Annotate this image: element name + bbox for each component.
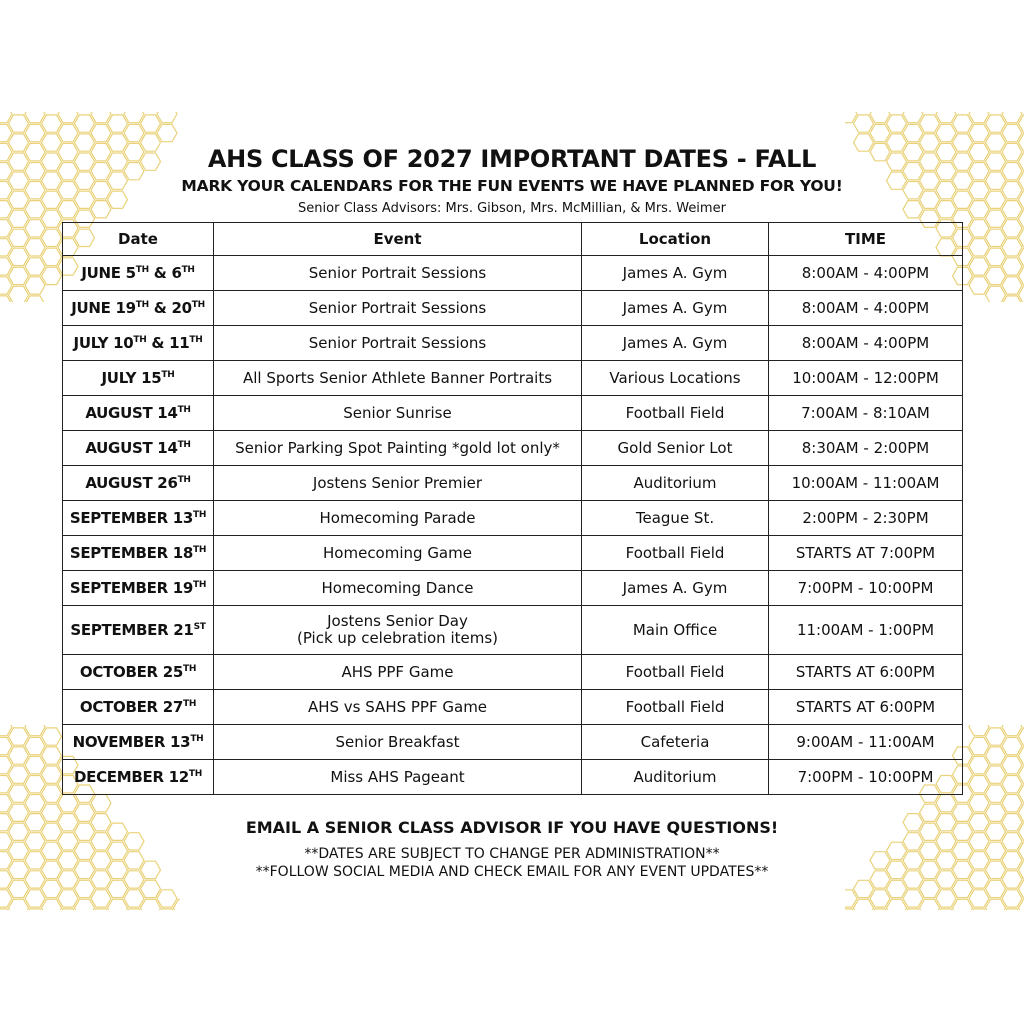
time-cell: STARTS AT 6:00PM xyxy=(769,690,963,725)
date-ordinal-suffix: TH xyxy=(161,369,175,380)
honeycomb-cell xyxy=(42,899,62,910)
honeycomb-cell xyxy=(969,737,989,754)
honeycomb-cell xyxy=(969,239,989,256)
location-cell: Various Locations xyxy=(582,361,769,396)
event-cell xyxy=(214,655,582,690)
honeycomb-cell xyxy=(25,124,45,141)
honeycomb-cell xyxy=(25,258,45,275)
date-text: AUGUST 14 xyxy=(85,438,178,457)
column-header-event: Event xyxy=(214,223,582,256)
honeycomb-cell xyxy=(854,115,874,132)
date-text: JUNE 19 xyxy=(71,298,136,317)
table-body xyxy=(63,256,963,795)
time-cell: 9:00AM - 11:00AM xyxy=(769,725,963,760)
table-row xyxy=(63,571,963,606)
date-text: & 20 xyxy=(148,298,192,317)
time-cell: 8:00AM - 4:00PM xyxy=(769,291,963,326)
honeycomb-cell xyxy=(174,899,181,910)
date-text: & 6 xyxy=(148,263,182,282)
honeycomb-cell xyxy=(920,115,940,132)
honeycomb-cell xyxy=(157,890,177,907)
honeycomb-cell xyxy=(42,747,62,764)
honeycomb-cell xyxy=(1002,112,1022,123)
honeycomb-cell xyxy=(25,112,45,123)
table-header-row xyxy=(63,223,963,256)
honeycomb-cell xyxy=(887,899,907,910)
date-text: SEPTEMBER 18 xyxy=(69,543,194,562)
date-ordinal-suffix: TH xyxy=(177,474,191,485)
event-cell xyxy=(214,291,582,326)
table-row xyxy=(63,760,963,795)
event-text: Senior Parking Spot Painting *gold lot only* xyxy=(235,438,560,457)
event-cell xyxy=(214,361,582,396)
honeycomb-cell xyxy=(1002,725,1022,736)
honeycomb-cell xyxy=(920,880,940,897)
date-text: SEPTEMBER 21 xyxy=(70,620,194,639)
honeycomb-cell xyxy=(953,899,973,910)
honeycomb-cell xyxy=(1002,776,1022,793)
date-text: OCTOBER 25 xyxy=(79,662,183,681)
date-ordinal-suffix: TH xyxy=(193,544,207,555)
honeycomb-cell xyxy=(870,890,890,907)
event-text: Senior Breakfast xyxy=(335,732,460,751)
date-ordinal-suffix: TH xyxy=(193,579,207,590)
date-ordinal-suffix: TH xyxy=(133,334,147,345)
event-text: Senior Sunrise xyxy=(343,403,452,422)
date-cell xyxy=(63,536,214,571)
date-cell xyxy=(63,326,214,361)
event-text: AHS vs SAHS PPF Game xyxy=(307,697,488,716)
event-text: Homecoming Parade xyxy=(319,508,476,527)
honeycomb-cell xyxy=(9,267,29,284)
location-cell: Auditorium xyxy=(582,760,769,795)
honeycomb-cell xyxy=(969,890,989,907)
date-ordinal-suffix: TH xyxy=(181,264,195,275)
honeycomb-cell xyxy=(9,728,29,745)
honeycomb-cell xyxy=(953,115,973,132)
time-cell: STARTS AT 6:00PM xyxy=(769,655,963,690)
location-cell: Cafeteria xyxy=(582,725,769,760)
honeycomb-cell xyxy=(887,115,907,132)
event-text: Senior Portrait Sessions xyxy=(308,298,487,317)
table-row xyxy=(63,431,963,466)
honeycomb-cell xyxy=(141,880,161,897)
location-cell: James A. Gym xyxy=(582,326,769,361)
location-cell: Main Office xyxy=(582,606,769,655)
honeycomb-cell xyxy=(75,880,95,897)
updates-note: **FOLLOW SOCIAL MEDIA AND CHECK EMAIL FOR ANY EVENT UPDATES** xyxy=(255,864,769,880)
honeycomb-cell xyxy=(141,899,161,910)
table-row xyxy=(63,361,963,396)
date-cell xyxy=(63,655,214,690)
date-cell xyxy=(63,466,214,501)
honeycomb-cell xyxy=(91,124,111,141)
honeycomb-cell xyxy=(854,880,874,897)
time-cell: 8:00AM - 4:00PM xyxy=(769,326,963,361)
event-cell xyxy=(214,606,582,655)
location-cell: Football Field xyxy=(582,536,769,571)
event-text: Senior Portrait Sessions xyxy=(308,333,487,352)
honeycomb-cell xyxy=(969,725,989,736)
honeycomb-cell xyxy=(969,795,989,812)
table-row xyxy=(63,256,963,291)
date-text: NOVEMBER 13 xyxy=(72,732,191,751)
honeycomb-cell xyxy=(1002,737,1022,754)
honeycomb-cell xyxy=(986,785,1006,802)
date-cell xyxy=(63,760,214,795)
honeycomb-cell xyxy=(887,880,907,897)
honeycomb-cell xyxy=(25,725,45,736)
honeycomb-cell xyxy=(9,785,29,802)
event-text: AHS PPF Game xyxy=(341,662,454,681)
honeycomb-cell xyxy=(986,899,1006,910)
honeycomb-cell xyxy=(1002,890,1022,907)
honeycomb-cell xyxy=(58,890,78,907)
honeycomb-cell xyxy=(25,795,45,812)
honeycomb-cell xyxy=(42,267,62,284)
honeycomb-cell xyxy=(58,124,78,141)
time-cell: STARTS AT 7:00PM xyxy=(769,536,963,571)
honeycomb-cell xyxy=(969,112,989,123)
honeycomb-cell xyxy=(108,115,128,132)
honeycomb-cell xyxy=(986,286,1006,302)
date-cell xyxy=(63,501,214,536)
honeycomb-cell xyxy=(969,277,989,294)
honeycomb-cell xyxy=(141,115,161,132)
table-row xyxy=(63,466,963,501)
honeycomb-cell xyxy=(9,286,29,302)
honeycomb-cell xyxy=(58,795,78,812)
honeycomb-cell xyxy=(75,899,95,910)
time-cell: 8:30AM - 2:00PM xyxy=(769,431,963,466)
honeycomb-cell xyxy=(1002,239,1022,256)
honeycomb-cell xyxy=(42,785,62,802)
honeycomb-cell xyxy=(903,112,923,123)
honeycomb-cell xyxy=(1002,220,1022,237)
event-text: Jostens Senior Premier xyxy=(312,473,483,492)
date-text: AUGUST 26 xyxy=(85,473,178,492)
honeycomb-cell xyxy=(903,890,923,907)
location-cell: Teague St. xyxy=(582,501,769,536)
honeycomb-cell xyxy=(1002,795,1022,812)
honeycomb-cell xyxy=(75,115,95,132)
advisors-line: Senior Class Advisors: Mrs. Gibson, Mrs. McMillian, & Mrs. Weimer xyxy=(298,201,726,216)
honeycomb-cell xyxy=(58,112,78,123)
honeycomb-cell xyxy=(91,112,111,123)
date-ordinal-suffix: TH xyxy=(191,299,205,310)
event-cell xyxy=(214,431,582,466)
date-ordinal-suffix: TH xyxy=(135,299,149,310)
date-text: AUGUST 14 xyxy=(85,403,178,422)
date-ordinal-suffix: TH xyxy=(135,264,149,275)
date-ordinal-suffix: TH xyxy=(183,698,197,709)
date-text: JUNE 5 xyxy=(81,263,136,282)
honeycomb-cell xyxy=(969,258,989,275)
date-ordinal-suffix: TH xyxy=(189,334,203,345)
event-cell xyxy=(214,326,582,361)
event-text: Homecoming Dance xyxy=(321,578,474,597)
honeycomb-cell xyxy=(42,248,62,265)
honeycomb-cell xyxy=(986,229,1006,246)
date-text: JULY 15 xyxy=(101,368,162,387)
honeycomb-cell xyxy=(1002,756,1022,773)
column-header-time: TIME xyxy=(769,223,963,256)
dates-change-note: **DATES ARE SUBJECT TO CHANGE PER ADMINISTRATION** xyxy=(304,846,720,862)
date-text: DECEMBER 12 xyxy=(74,767,189,786)
honeycomb-cell xyxy=(986,267,1006,284)
honeycomb-cell xyxy=(42,115,62,132)
date-cell xyxy=(63,690,214,725)
contact-advisor-note: EMAIL A SENIOR CLASS ADVISOR IF YOU HAVE QUESTIONS! xyxy=(245,818,779,837)
date-ordinal-suffix: TH xyxy=(177,404,191,415)
location-cell: Gold Senior Lot xyxy=(582,431,769,466)
honeycomb-cell xyxy=(25,776,45,793)
honeycomb-cell xyxy=(9,899,29,910)
time-cell: 7:00PM - 10:00PM xyxy=(769,571,963,606)
honeycomb-cell xyxy=(953,880,973,897)
honeycomb-cell xyxy=(157,112,177,123)
honeycomb-cell xyxy=(9,766,29,783)
date-cell xyxy=(63,606,214,655)
event-text: Miss AHS Pageant xyxy=(330,767,465,786)
honeycomb-cell xyxy=(9,229,29,246)
date-cell xyxy=(63,725,214,760)
page-subtitle: MARK YOUR CALENDARS FOR THE FUN EVENTS WE HAVE PLANNED FOR YOU! xyxy=(181,177,843,195)
date-cell xyxy=(63,291,214,326)
honeycomb-cell xyxy=(986,766,1006,783)
time-cell: 10:00AM - 12:00PM xyxy=(769,361,963,396)
date-cell xyxy=(63,361,214,396)
date-text: OCTOBER 27 xyxy=(79,697,183,716)
date-text: JULY 10 xyxy=(73,333,134,352)
table-row xyxy=(63,326,963,361)
time-cell: 7:00AM - 8:10AM xyxy=(769,396,963,431)
honeycomb-cell xyxy=(25,890,45,907)
date-text: SEPTEMBER 13 xyxy=(69,508,194,527)
honeycomb-cell xyxy=(25,220,45,237)
date-ordinal-suffix: ST xyxy=(193,621,206,632)
honeycomb-cell xyxy=(854,899,874,910)
honeycomb-cell xyxy=(9,747,29,764)
honeycomb-cell xyxy=(42,766,62,783)
event-cell xyxy=(214,690,582,725)
honeycomb-cell xyxy=(124,112,144,123)
honeycomb-cell xyxy=(108,880,128,897)
honeycomb-cell xyxy=(903,124,923,141)
date-text: & 11 xyxy=(146,333,190,352)
date-text: SEPTEMBER 19 xyxy=(69,578,194,597)
honeycomb-cell xyxy=(986,880,1006,897)
location-cell: Football Field xyxy=(582,690,769,725)
date-ordinal-suffix: TH xyxy=(188,768,202,779)
table-row xyxy=(63,606,963,655)
date-cell xyxy=(63,396,214,431)
honeycomb-cell xyxy=(1002,124,1022,141)
date-cell xyxy=(63,571,214,606)
honeycomb-cell xyxy=(986,115,1006,132)
location-cell: Football Field xyxy=(582,396,769,431)
honeycomb-cell xyxy=(936,795,956,812)
table-row xyxy=(63,501,963,536)
honeycomb-cell xyxy=(25,277,45,294)
event-text: Senior Portrait Sessions xyxy=(308,263,487,282)
honeycomb-cell xyxy=(42,880,62,897)
location-cell: James A. Gym xyxy=(582,256,769,291)
honeycomb-cell xyxy=(969,124,989,141)
event-cell xyxy=(214,725,582,760)
location-cell: James A. Gym xyxy=(582,291,769,326)
event-text: (Pick up celebration items) xyxy=(296,629,499,647)
honeycomb-cell xyxy=(42,229,62,246)
honeycomb-cell xyxy=(936,124,956,141)
honeycomb-cell xyxy=(91,795,111,812)
honeycomb-cell xyxy=(124,890,144,907)
honeycomb-cell xyxy=(920,899,940,910)
honeycomb-cell xyxy=(9,880,29,897)
honeycomb-cell xyxy=(986,747,1006,764)
event-text: Jostens Senior Day xyxy=(327,612,468,630)
honeycomb-cell xyxy=(1002,258,1022,275)
location-cell: Football Field xyxy=(582,655,769,690)
time-cell: 7:00PM - 10:00PM xyxy=(769,760,963,795)
honeycomb-cell xyxy=(986,728,1006,745)
table-row xyxy=(63,396,963,431)
event-text: All Sports Senior Athlete Banner Portraits xyxy=(242,368,553,387)
event-cell xyxy=(214,466,582,501)
table-row xyxy=(63,690,963,725)
event-text: Homecoming Game xyxy=(323,543,472,562)
date-cell xyxy=(63,256,214,291)
time-cell: 8:00AM - 4:00PM xyxy=(769,256,963,291)
time-cell: 10:00AM - 11:00AM xyxy=(769,466,963,501)
honeycomb-cell xyxy=(25,239,45,256)
honeycomb-cell xyxy=(969,776,989,793)
event-cell xyxy=(214,501,582,536)
event-cell xyxy=(214,256,582,291)
date-ordinal-suffix: TH xyxy=(177,439,191,450)
honeycomb-cell xyxy=(936,112,956,123)
honeycomb-cell xyxy=(969,220,989,237)
honeycomb-cell xyxy=(870,124,890,141)
event-cell xyxy=(214,571,582,606)
honeycomb-cell xyxy=(870,112,890,123)
honeycomb-cell xyxy=(25,737,45,754)
honeycomb-cell xyxy=(936,890,956,907)
honeycomb-cell xyxy=(91,890,111,907)
table-row xyxy=(63,536,963,571)
column-header-date: Date xyxy=(63,223,214,256)
time-cell: 2:00PM - 2:30PM xyxy=(769,501,963,536)
event-cell xyxy=(214,536,582,571)
honeycomb-cell xyxy=(157,124,177,141)
honeycomb-cell xyxy=(986,248,1006,265)
date-ordinal-suffix: TH xyxy=(190,733,204,744)
important-dates-table xyxy=(62,222,963,795)
honeycomb-cell xyxy=(108,899,128,910)
date-ordinal-suffix: TH xyxy=(193,509,207,520)
honeycomb-cell xyxy=(25,756,45,773)
event-cell xyxy=(214,396,582,431)
location-cell: James A. Gym xyxy=(582,571,769,606)
honeycomb-cell xyxy=(969,756,989,773)
location-cell: Auditorium xyxy=(582,466,769,501)
time-cell: 11:00AM - 1:00PM xyxy=(769,606,963,655)
event-cell xyxy=(214,760,582,795)
honeycomb-cell xyxy=(42,728,62,745)
table-row xyxy=(63,725,963,760)
page-title: AHS CLASS OF 2027 IMPORTANT DATES - FALL xyxy=(207,145,817,173)
honeycomb-cell xyxy=(9,115,29,132)
date-cell xyxy=(63,431,214,466)
date-ordinal-suffix: TH xyxy=(183,663,197,674)
honeycomb-cell xyxy=(9,248,29,265)
honeycomb-cell xyxy=(124,124,144,141)
honeycomb-cell xyxy=(1002,277,1022,294)
column-header-location: Location xyxy=(582,223,769,256)
table-row xyxy=(63,291,963,326)
table-row xyxy=(63,655,963,690)
